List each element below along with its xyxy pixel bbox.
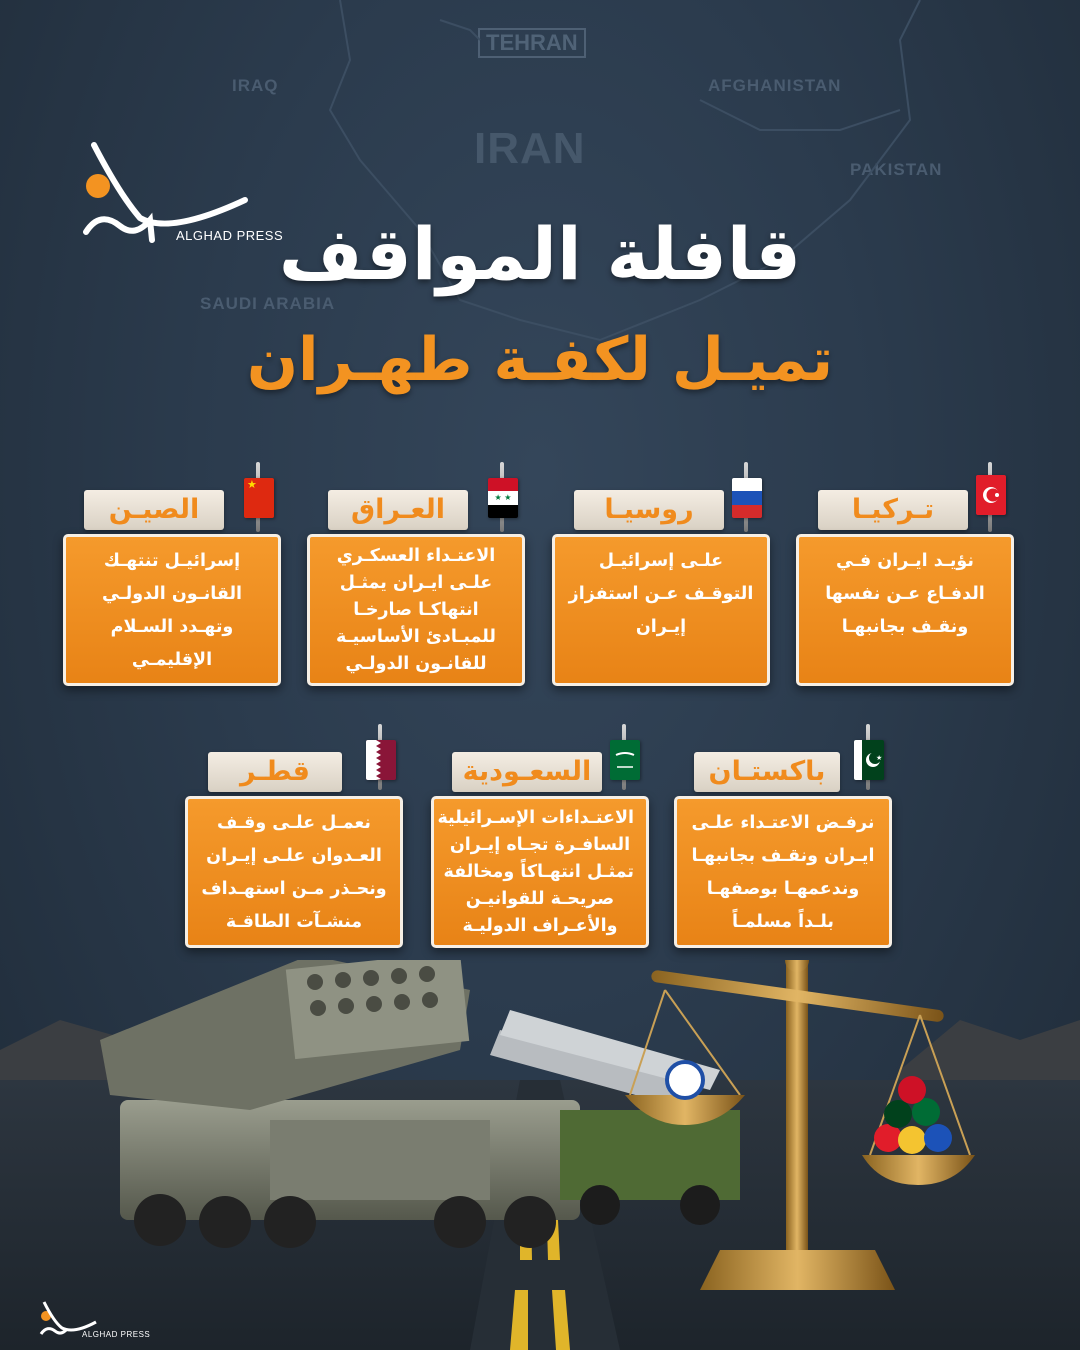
- map-label-pakistan: PAKISTAN: [850, 160, 943, 179]
- country-name-iraq: العـراق: [328, 490, 468, 530]
- statement-turkey: نؤيـد ايـران فـي الدفـاع عـن نفسها ونقـف بجانبهـا: [796, 534, 1014, 686]
- statement-pakistan: نرفـض الاعتـداء علـى ايـران ونقـف بجانبهـا وندعمهـا بوصفهـا بلـداً مسلمـاً: [674, 796, 892, 948]
- statement-russia: علـى إسرائيـل التوقـف عـن استفزاز إيـران: [552, 534, 770, 686]
- main-subtitle: تميـل لكفـة طهـران: [246, 325, 834, 395]
- map-label-afghanistan: AFGHANISTAN: [708, 76, 842, 95]
- qatar-flag-icon: [366, 740, 396, 780]
- brand-name: ALGHAD PRESS: [176, 228, 284, 243]
- map-label-tehran: TEHRAN: [478, 28, 586, 58]
- israel-ball-icon: [667, 1062, 703, 1098]
- svg-text:★: ★: [876, 754, 883, 762]
- bottom-illustration: [0, 960, 1080, 1350]
- statement-china: إسرائيـل تنتهـك القانـون الدولـي وتهـدد السـلام الإقليمـي: [63, 534, 281, 686]
- map-label-saudi-arabia: SAUDI ARABIA: [200, 294, 336, 313]
- statement-iraq: الاعتـداء العسكـري علـى ايـران يمثـل انتهاكـا صارخـا للمبـادئ الأساسيـة للقانـون الدولـي: [307, 534, 525, 686]
- country-name-saudi: السعـودية: [452, 752, 602, 792]
- turkey-flag-icon: [976, 475, 1006, 515]
- china-flag-icon: ★: [244, 478, 274, 518]
- country-name-pakistan: باكستـان: [694, 752, 840, 792]
- pakistan-flag-icon: [854, 740, 884, 780]
- russia-flag-icon: [732, 478, 762, 518]
- rocket-launcher-icon: [100, 960, 580, 1248]
- footer-brand-name: ALGHAD PRESS: [82, 1330, 151, 1339]
- country-name-turkey: تـركيـا: [818, 490, 968, 530]
- statement-saudi: الاعتـداءات الإسـرائيلية السافـرة تجـاه إيـران تمثـل انتهـاكاً ومخالفة صريحـة للقوانيـن والأعـراف الدوليـة: [431, 796, 649, 948]
- country-name-qatar: قطـر: [208, 752, 342, 792]
- main-title: قافلة المواقف: [278, 212, 802, 296]
- map-label-iraq: IRAQ: [232, 76, 279, 95]
- saudi-flag-icon: [610, 740, 640, 780]
- map-label-iran: IRAN: [474, 124, 586, 173]
- iraq-flag-icon: ★ ★: [488, 478, 518, 518]
- country-name-china: الصيـن: [84, 490, 224, 530]
- statement-qatar: نعمـل علـى وقـف العـدوان علـى إيـران ونحـذر مـن استهـداف منشـآت الطاقـة: [185, 796, 403, 948]
- country-name-russia: روسيـا: [574, 490, 724, 530]
